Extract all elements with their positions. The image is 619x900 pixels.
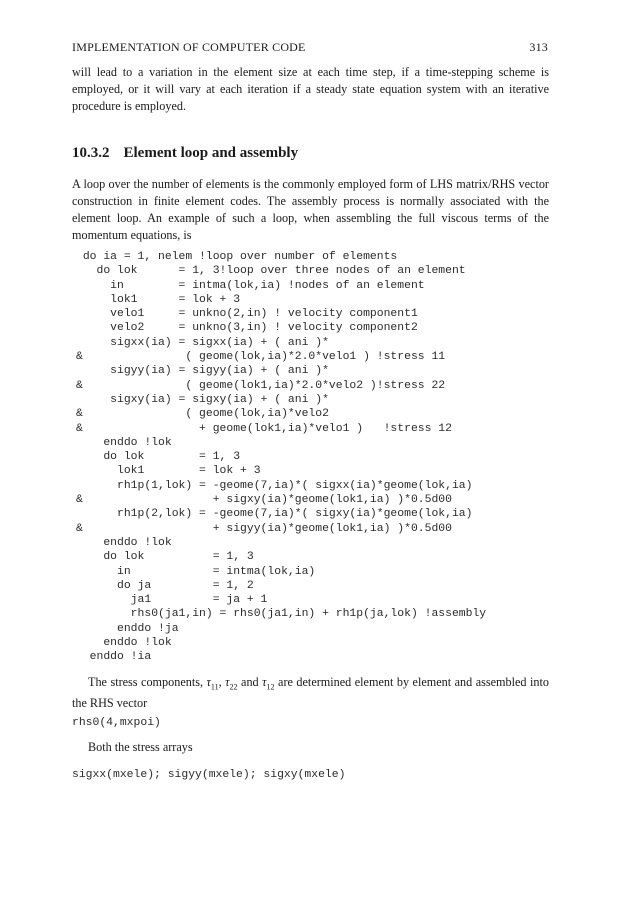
- code-line: lok1 = lok + 3: [110, 293, 241, 306]
- code-line: rh1p(2,lok) = -geome(7,ia)*( sigxy(ia)*geome(lok,ia): [117, 508, 473, 521]
- code-line: enddo !lok: [103, 637, 172, 650]
- code-line: & ( geome(lok1,ia)*2.0*velo2 )!stress 22: [76, 379, 446, 392]
- code-line: & + geome(lok1,ia)*velo1 ) !stress 12: [76, 422, 452, 435]
- code-line: rh1p(1,lok) = -geome(7,ia)*( sigxx(ia)*geome(lok,ia): [117, 479, 473, 492]
- code-line: lok1 = lok + 3: [117, 465, 261, 478]
- code-line: & ( geome(lok,ia)*2.0*velo1 ) !stress 11: [76, 351, 446, 364]
- code-line: sigxy(ia) = sigxy(ia) + ( ani )*: [110, 393, 329, 406]
- tau-22-symbol: τ: [225, 675, 230, 689]
- code-line: enddo !lok: [103, 436, 172, 449]
- code-line: do lok = 1, 3!loop over three nodes of an element: [96, 265, 466, 278]
- code-line: velo1 = unkno(2,in) ! velocity component1: [110, 308, 418, 321]
- code-line: & ( geome(lok,ia)*velo2: [76, 408, 329, 421]
- code-line: & + sigyy(ia)*geome(lok1,ia) )*0.5d00: [76, 522, 452, 535]
- tau-12: [262, 675, 275, 692]
- tau-11: [206, 675, 219, 692]
- code-line: enddo !lok: [103, 536, 172, 549]
- tau-12-symbol: τ: [262, 675, 267, 689]
- body-paragraph: A loop over the number of elements is the commonly employed form of LHS matrix/RHS vector construction in finite element codes. The assembly process is normally associated with the element loop. An example of such a loop, when assembling the full viscous terms of the momentum equations, is: [72, 177, 549, 242]
- code-line: do ja = 1, 2: [117, 579, 254, 592]
- tau-11-symbol: τ: [206, 675, 211, 689]
- both-paragraph: Both the stress arrays: [88, 740, 193, 754]
- code-line: enddo !ja: [117, 622, 179, 635]
- intro-paragraph: will lead to a variation in the element size at each time step, if a time-stepping scheme is employed, or it will vary at each iteration if a steady state equation system with an iterative procedure is employed.: [72, 65, 549, 113]
- code-line: in = intma(lok,ia): [117, 565, 316, 578]
- tau-22: [225, 675, 238, 692]
- section-title: Element loop and assembly: [123, 145, 299, 161]
- stress-text-end: are determined element by element and assembled into the RHS vector: [72, 675, 549, 711]
- code-line: do lok = 1, 3: [103, 551, 254, 564]
- code-line: velo2 = unkno(3,in) ! velocity component2: [110, 322, 418, 335]
- stress-and: and: [237, 675, 263, 689]
- code-line: do lok = 1, 3: [103, 451, 241, 464]
- page-number: 313: [529, 40, 548, 54]
- code-line: sigyy(ia) = sigyy(ia) + ( ani )*: [110, 365, 329, 378]
- stress-text-start: The stress components,: [88, 675, 207, 689]
- running-title: IMPLEMENTATION OF COMPUTER CODE: [72, 40, 306, 54]
- code-line: & + sigxy(ia)*geome(lok1,ia) )*0.5d00: [76, 494, 452, 507]
- rhs-code: rhs0(4,mxpoi): [72, 717, 161, 729]
- stress-comma: ,: [218, 675, 226, 689]
- code-line: ja1 = ja + 1: [130, 594, 268, 607]
- code-line: do ia = 1, nelem !loop over number of elements: [82, 251, 398, 263]
- sig-code: sigxx(mxele); sigyy(mxele); sigxy(mxele): [72, 769, 346, 781]
- section-heading: [72, 145, 298, 162]
- code-line: in = intma(lok,ia) !nodes of an element: [110, 279, 425, 292]
- tau-22-subscript: 22: [229, 682, 238, 692]
- section-number: 10.3.2: [72, 145, 110, 161]
- tau-12-subscript: 12: [266, 682, 275, 692]
- code-line: rhs0(ja1,in) = rhs0(ja1,in) + rh1p(ja,lok) !assembly: [130, 608, 487, 621]
- stress-paragraph: [72, 674, 549, 712]
- running-header: [72, 40, 548, 55]
- code-line: sigxx(ia) = sigxx(ia) + ( ani )*: [110, 336, 329, 349]
- tau-11-subscript: 11: [210, 682, 219, 692]
- code-line: enddo !ia: [76, 651, 152, 664]
- code-listing: [76, 250, 486, 665]
